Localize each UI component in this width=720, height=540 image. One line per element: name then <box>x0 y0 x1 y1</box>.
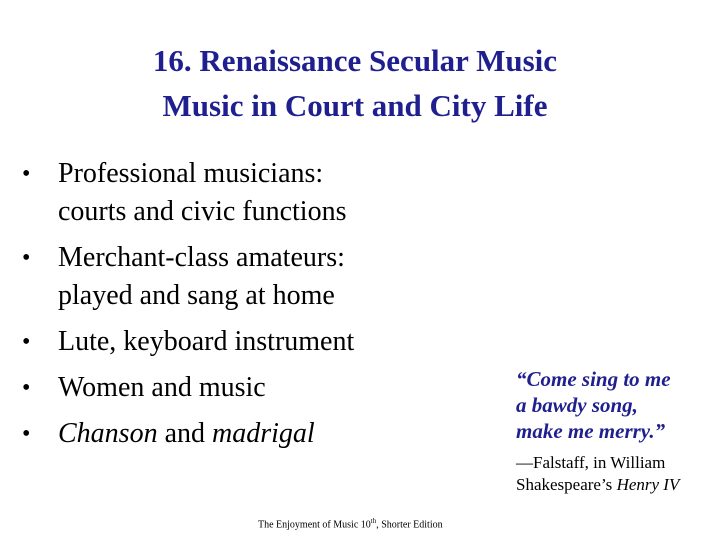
bullet-item <box>22 323 492 361</box>
bullet-text: Professional musicians: <box>58 158 324 189</box>
footer-edition: , Shorter Edition <box>376 519 443 531</box>
attribution-play-title: Henry IV <box>616 475 680 494</box>
bullet-text-continued: courts and civic functions <box>58 196 347 227</box>
bullet-dot: • <box>22 375 31 401</box>
slide-title <box>0 38 710 128</box>
attribution-line-2 <box>516 474 716 496</box>
quote-block <box>516 366 716 444</box>
footer-edition-superscript: th <box>370 517 377 525</box>
bullet-list <box>22 155 492 461</box>
footer-source <box>258 517 443 530</box>
bullet-dot: • <box>22 161 31 187</box>
madrigal-term: madrigal <box>212 418 315 449</box>
bullet-text-continued: played and sang at home <box>58 280 335 311</box>
bullet-dot: • <box>22 329 31 355</box>
bullet-connector: and <box>157 418 213 449</box>
title-line-2: Music in Court and City Life <box>162 88 548 123</box>
quote-line-2: a bawdy song, <box>516 393 638 417</box>
title-line-1: 16. Renaissance Secular Music <box>152 43 558 78</box>
bullet-item <box>22 415 492 453</box>
quote-attribution <box>516 452 716 496</box>
bullet-text: Lute, keyboard instrument <box>58 326 355 357</box>
attribution-author: Shakespeare’s <box>516 475 617 494</box>
quote-line-3: make me merry.” <box>516 419 666 443</box>
bullet-text <box>58 415 492 453</box>
footer-book-title: The Enjoyment of Music 10 <box>258 519 371 531</box>
bullet-item <box>22 239 492 315</box>
bullet-dot: • <box>22 421 31 447</box>
bullet-text: Merchant-class amateurs: <box>58 242 345 273</box>
bullet-item <box>22 155 492 231</box>
attribution-line-1: —Falstaff, in William <box>516 453 666 472</box>
quote-line-1: “Come sing to me <box>516 367 671 391</box>
bullet-item <box>22 369 492 407</box>
bullet-text: Women and music <box>58 372 266 403</box>
chanson-term: Chanson <box>58 418 158 449</box>
bullet-dot: • <box>22 245 31 271</box>
